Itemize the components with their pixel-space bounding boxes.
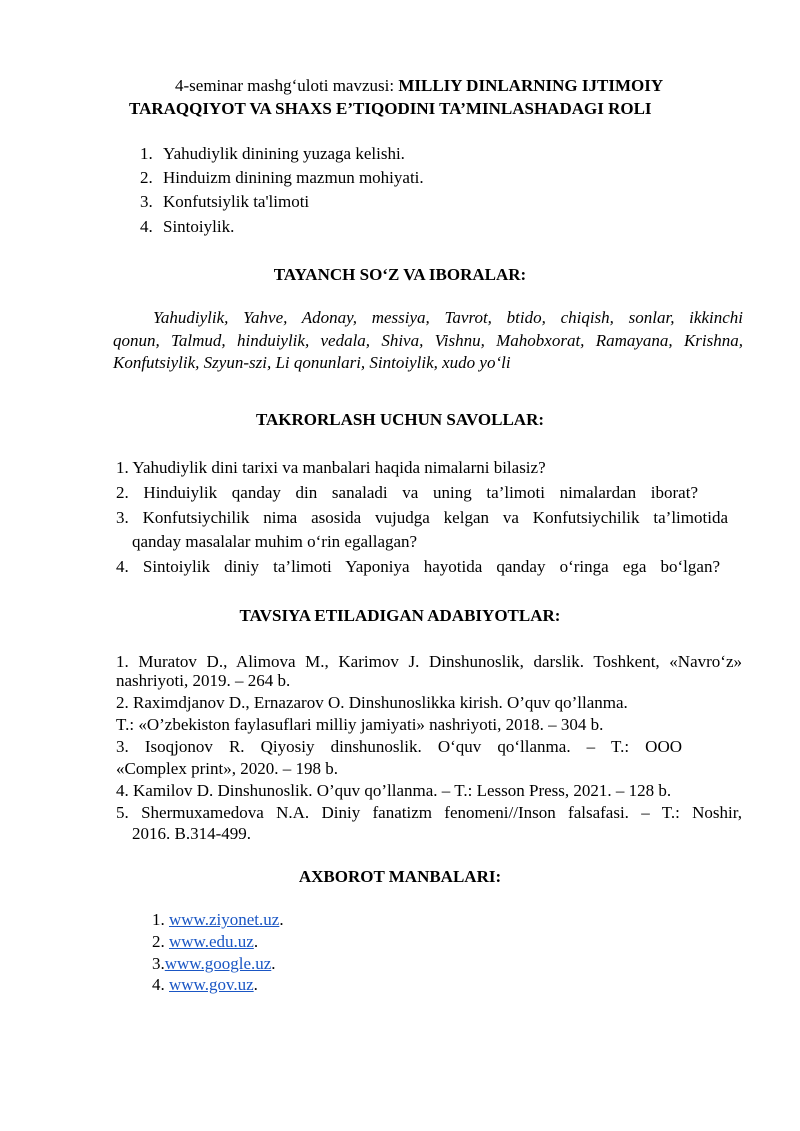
seminar-title-line1	[175, 76, 663, 96]
source-item-number: 1.	[152, 910, 169, 929]
seminar-title-line2: TARAQQIYOT VA SHAXS E’TIQODINI TA’MINLASHADAGI ROLI	[129, 99, 652, 118]
source-item-number: 2.	[152, 932, 169, 951]
question-item: 1. Yahudiylik dini tarixi va manbalari haqida nimalarni bilasiz?	[116, 458, 546, 477]
source-link-edu[interactable]: www.edu.uz	[169, 932, 254, 951]
literature-item: 4. Kamilov D. Dinshunoslik. O’quv qo’llanma. – T.: Lesson Press, 2021. – 128 b.	[116, 781, 672, 800]
source-item-tail: .	[271, 954, 276, 973]
source-item-tail: .	[279, 910, 284, 929]
seminar-title-prefix: 4-seminar mashg‘uloti mavzusi:	[175, 76, 399, 95]
keywords-line: qonun, Talmud, hinduiylik, vedala, Shiva, Vishnu, Mahobxorat, Ramayana, Krishna,	[113, 331, 743, 350]
source-item	[152, 954, 276, 974]
source-item-tail: .	[253, 932, 259, 951]
plan-item-number: 1.	[140, 144, 153, 163]
plan-item-number: 3.	[140, 192, 153, 211]
keywords-line: Konfutsiylik, Szyun-szi, Li qonunlari, Sintoiylik, xudo yo‘li	[113, 353, 511, 372]
literature-item: 5. Shermuxamedova N.A. Diniy fanatizm fenomeni//Inson falsafasi. – T.: Noshir,	[116, 803, 742, 822]
literature-item-continuation: «Complex print», 2020. – 198 b.	[116, 759, 338, 778]
question-item: 3. Konfutsiychilik nima asosida vujudga kelgan va Konfutsiychilik ta’limotida	[116, 508, 728, 527]
source-item-number: 4.	[152, 975, 169, 994]
question-item: 2. Hinduiylik qanday din sanaladi va uning ta’limoti nimalardan iborat?	[116, 483, 698, 502]
source-item-tail: .	[253, 975, 258, 994]
literature-item: 3. Isoqjonov R. Qiyosiy dinshunoslik. O‘quv qo‘llanma. – T.: OOO	[116, 737, 682, 756]
source-item	[152, 932, 258, 952]
literature-item: 2. Raximdjanov D., Ernazarov O. Dinshunoslikka kirish. O’quv qo’llanma.	[116, 693, 628, 712]
literature-item-continuation: nashriyoti, 2019. – 264 b.	[116, 671, 291, 690]
literature-heading: TAVSIYA ETILADIGAN ADABIYOTLAR:	[239, 606, 561, 625]
literature-item-continuation: 2016. B.314-499.	[132, 824, 251, 843]
sources-heading: AXBOROT MANBALARI:	[298, 867, 502, 886]
plan-item-text: Sintoiylik.	[163, 217, 235, 236]
plan-item	[140, 168, 153, 188]
plan-item-number: 2.	[140, 168, 153, 187]
seminar-title-topic: MILLIY DINLARNING IJTIMOIY	[398, 76, 664, 95]
plan-item	[140, 217, 153, 237]
literature-item-continuation: T.: «O’zbekiston faylasuflari milliy jamiyati» nashriyoti, 2018. – 304 b.	[116, 715, 604, 734]
plan-item	[140, 192, 153, 212]
keywords-line: Yahudiylik, Yahve, Adonay, messiya, Tavrot, btido, chiqish, sonlar, ikkinchi	[153, 308, 743, 327]
plan-item-text: Hinduizm dinining mazmun mohiyati.	[163, 168, 424, 187]
source-link-ziyonet[interactable]: www.ziyonet.uz	[169, 910, 280, 929]
source-item-number: 3.	[152, 954, 165, 973]
source-link-gov[interactable]: www.gov.uz	[169, 975, 254, 994]
question-item-continuation: qanday masalalar muhim o‘rin egallagan?	[132, 532, 418, 551]
source-item	[152, 975, 258, 995]
source-link-google[interactable]: www.google.uz	[164, 954, 272, 973]
plan-item	[140, 144, 153, 164]
literature-item: 1. Muratov D., Alimova M., Karimov J. Dinshunoslik, darslik. Toshkent, «Navro‘z»	[116, 652, 742, 671]
questions-heading: TAKRORLASH UCHUN SAVOLLAR:	[255, 410, 545, 429]
plan-item-number: 4.	[140, 217, 153, 236]
question-item: 4. Sintoiylik diniy ta’limoti Yaponiya hayotida qanday o‘ringa ega bo‘lgan?	[116, 557, 720, 576]
plan-item-text: Yahudiylik dinining yuzaga kelishi.	[163, 144, 405, 163]
source-item	[152, 910, 284, 930]
plan-item-text: Konfutsiylik ta'limoti	[163, 192, 310, 211]
keywords-heading: TAYANCH SO‘Z VA IBORALAR:	[273, 265, 527, 284]
